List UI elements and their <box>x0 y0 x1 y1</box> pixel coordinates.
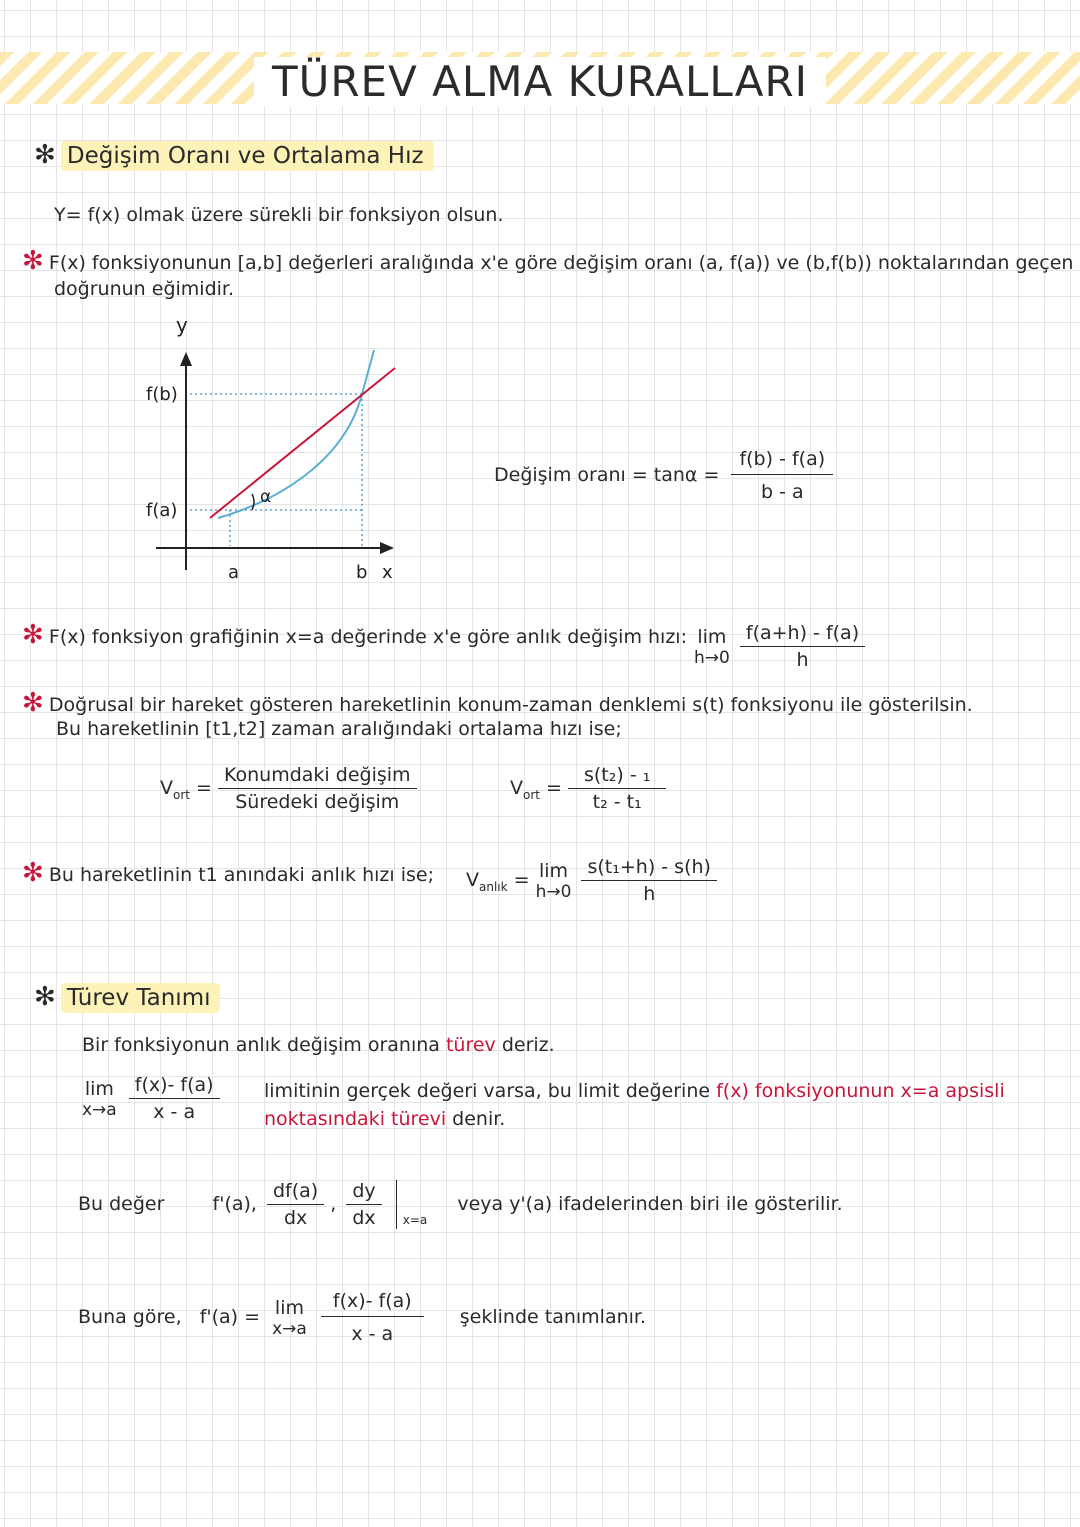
lim-text: lim <box>84 1077 114 1100</box>
text-part: şeklinde tanımlanır. <box>459 1306 647 1328</box>
denominator: dx <box>283 1207 308 1229</box>
heading-text: Türev Tanımı <box>61 983 221 1013</box>
text-part: denir. <box>452 1108 506 1130</box>
fb-label: f(b) <box>146 384 178 405</box>
text-line: Bu hareketlinin t1 anındaki anlık hızı ise; <box>48 864 434 886</box>
secant-line <box>210 368 395 518</box>
derivative-notation: Bu değer f'(a), $\frac{df(a)}{dx}$ , $\frac{dy}{dx}$ $_{x=a}$ veya y'(a) ifadelerinden biri ile gösterilir. <box>78 1180 843 1229</box>
text-part: veya y'(a) ifadelerinden biri ile gösterilir. <box>457 1193 843 1215</box>
bullet-instant-rate <box>22 620 687 650</box>
y-axis-arrow-icon <box>180 352 192 366</box>
v-subscript: anlık <box>479 879 508 894</box>
rate-label: Değişim oranı = tanα = <box>494 464 720 486</box>
numerator: s(t₁+h) - s(h) <box>581 856 716 881</box>
bullet-rate-definition <box>22 246 1073 276</box>
v-symbol: V <box>160 777 173 799</box>
denominator: h <box>643 883 656 905</box>
lim-text: lim <box>538 859 569 882</box>
asterisk-icon: ✻ <box>22 688 44 718</box>
instant-rate-fraction <box>740 622 865 671</box>
text-line: doğrunun eğimidir. <box>54 278 235 300</box>
asterisk-icon: ✻ <box>22 858 44 888</box>
angle-arc <box>252 494 254 510</box>
numerator: dy <box>346 1180 381 1205</box>
v-symbol: V <box>466 869 479 891</box>
rate-fraction <box>731 448 833 503</box>
text-part: Buna göre, <box>78 1306 182 1328</box>
highlight-term: türev <box>445 1034 496 1056</box>
denominator: t₂ - t₁ <box>592 791 642 813</box>
highlight-term: f(x) fonksiyonunun x=a apsisli <box>716 1080 1005 1102</box>
text-part: deriz. <box>501 1034 555 1056</box>
lim-subscript: x→a <box>82 1099 117 1120</box>
notation-fprime: f'(a), <box>212 1193 257 1215</box>
notation-df <box>267 1180 324 1229</box>
derivative-final-definition <box>78 1290 646 1345</box>
instant-speed-fraction <box>581 856 716 905</box>
page-title: TÜREV ALMA KURALLARI <box>0 52 1080 112</box>
x-axis-arrow-icon <box>380 542 394 554</box>
derivative-definition-line1 <box>264 1080 1005 1102</box>
instant-rate-formula <box>694 622 865 671</box>
lim-operator <box>694 626 730 668</box>
asterisk-icon: ✻ <box>22 620 44 650</box>
denominator: x - a <box>153 1101 196 1123</box>
heading-text: Değişim Oranı ve Ortalama Hız <box>61 141 434 171</box>
rate-formula <box>494 448 833 503</box>
bullet-instant-speed <box>22 858 434 888</box>
asterisk-icon: ✻ <box>34 140 56 170</box>
derivative-limit <box>82 1074 220 1123</box>
lim-subscript: h→0 <box>535 881 572 902</box>
numerator: df(a) <box>267 1180 324 1205</box>
average-speed-formula-symbols: $V_{ort}$ = $\frac{\text{s(t₂) - ₁}}{\text{t₂ - t₁}}$ <box>510 764 666 813</box>
numerator: f(x)- f(a) <box>129 1074 220 1099</box>
final-fraction <box>321 1290 424 1345</box>
section-heading-change-rate <box>34 140 434 170</box>
numerator: f(a+h) - f(a) <box>740 622 865 647</box>
numerator: Konumdaki değişim <box>218 764 417 789</box>
a-label: a <box>228 562 240 583</box>
asterisk-icon: ✻ <box>22 246 44 276</box>
evaluation-subscript: x=a <box>402 1213 428 1227</box>
average-speed-fraction <box>218 764 417 813</box>
lim-text: lim <box>274 1296 304 1319</box>
denominator: Süredeki değişim <box>235 791 400 813</box>
derivative-fraction <box>129 1074 220 1123</box>
notation-fprime: f'(a) = <box>199 1306 261 1328</box>
text-part: Bir fonksiyonun anlık değişim oranına <box>82 1034 440 1056</box>
average-speed-formula-words: $V_{ort}$ = $\frac{\text{Konumdaki değişim}}{\text{Süredeki değişim}}$ <box>160 764 417 813</box>
instant-speed-formula: $V_{anlık}$ = lim h→0 $\frac{\text{s(t₁+h) - s(h)}}{h}$ <box>466 856 717 905</box>
v-subscript: ort <box>173 787 190 802</box>
text-line: Doğrusal bir hareket gösteren hareketlinin konum-zaman denklemi s(t) fonksiyonu ile gösterilsin. <box>48 694 973 716</box>
text-part: Bu değer <box>78 1193 165 1215</box>
text-line: Bu hareketlinin [t1,t2] zaman aralığındaki ortalama hızı ise; <box>56 718 622 740</box>
rate-numerator: f(b) - f(a) <box>731 448 833 475</box>
text-part: limitinin gerçek değeri varsa, bu limit değerine <box>264 1080 711 1102</box>
y-axis-label: y <box>176 313 188 337</box>
text-line: F(x) fonksiyon grafiğinin x=a değerinde x'e göre anlık değişim hızı: <box>48 626 687 648</box>
lim-operator <box>536 860 572 902</box>
lim-subscript: h→0 <box>694 647 730 668</box>
section-heading-derivative <box>34 982 220 1012</box>
highlight-term: noktasındaki türevi <box>264 1108 447 1130</box>
denominator: x - a <box>351 1323 394 1345</box>
b-label: b <box>356 562 368 583</box>
derivative-intro <box>82 1034 555 1056</box>
numerator: s(t₂) - ₁ <box>568 764 666 789</box>
x-axis-label: x <box>382 562 393 583</box>
numerator: f(x)- f(a) <box>321 1290 424 1317</box>
secant-graph <box>130 310 420 595</box>
angle-label: α <box>260 487 272 507</box>
lim-subscript: x→a <box>272 1318 307 1339</box>
v-subscript: ort <box>523 787 540 802</box>
v-symbol: V <box>510 777 523 799</box>
denominator: h <box>796 649 809 671</box>
rate-denominator: b - a <box>760 481 804 503</box>
fa-label: f(a) <box>146 500 178 521</box>
intro-text: Y= f(x) olmak üzere sürekli bir fonksiyon olsun. <box>54 204 504 226</box>
denominator: dx <box>352 1207 376 1229</box>
asterisk-icon: ✻ <box>34 982 56 1012</box>
notation-dy <box>346 1180 396 1229</box>
lim-text: lim <box>697 625 727 648</box>
lim-operator <box>272 1297 307 1339</box>
lim-operator <box>82 1078 117 1120</box>
derivative-definition-line2 <box>264 1108 505 1130</box>
bullet-motion <box>22 688 973 718</box>
text-line: F(x) fonksiyonunun [a,b] değerleri aralığında x'e göre değişim oranı (a, f(a)) ve (b,f(b)) noktalarından geçen <box>48 252 1074 274</box>
average-speed-fraction <box>568 764 666 813</box>
